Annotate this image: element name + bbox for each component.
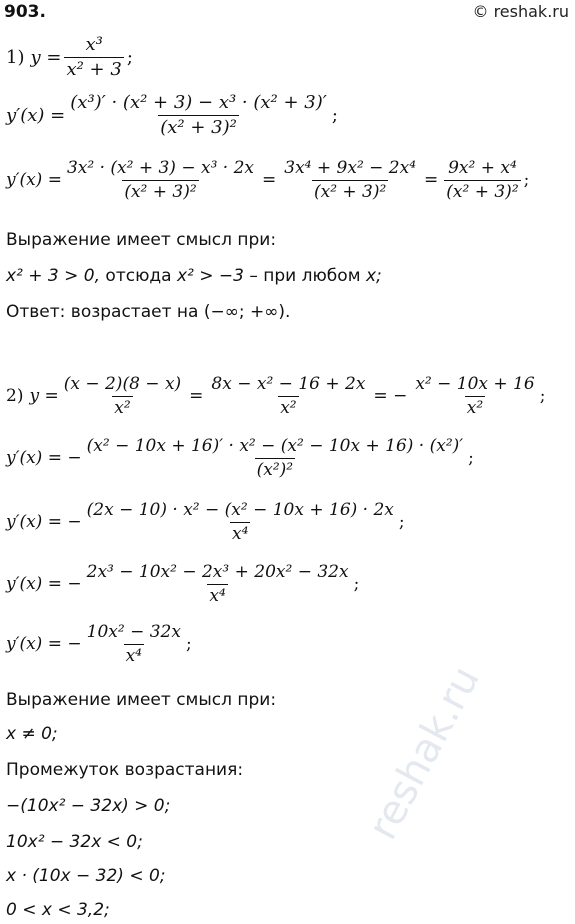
terminator: ; <box>126 46 133 68</box>
denominator: x² <box>114 398 131 418</box>
fraction <box>413 376 536 417</box>
lhs: y′(x) = − <box>6 634 82 654</box>
lhs: y′(x) = <box>6 104 66 126</box>
inequality: x² + 3 > 0, <box>6 266 101 286</box>
denominator: x² <box>466 398 484 418</box>
fraction <box>85 564 351 605</box>
numerator: (x³)′ · (x² + 3) − x³ · (x² + 3)′ <box>70 92 327 113</box>
p2-line3 <box>6 502 405 543</box>
p2-line4 <box>6 564 359 605</box>
p1-answer <box>6 302 290 322</box>
equals-sign: = <box>424 170 439 190</box>
p2-text5: 10x² − 32x < 0; <box>6 832 143 852</box>
denominator: (x²)² <box>256 460 294 480</box>
site-watermark-label: © reshak.ru <box>472 2 569 21</box>
inequality: x² > −3 <box>176 266 244 286</box>
conjunction: – при любом <box>243 266 366 286</box>
diagonal-watermark: reshak.ru <box>359 658 489 848</box>
terminator: ; <box>468 448 474 468</box>
terminator: ; <box>185 634 192 654</box>
problem-number: 903. <box>4 2 46 22</box>
lhs: y′(x) = − <box>6 574 82 594</box>
p2-line1 <box>6 376 545 417</box>
denominator: x⁴ <box>125 646 142 666</box>
terminator: ; <box>331 104 338 126</box>
p2-line5 <box>6 624 192 665</box>
p2-text2: x ≠ 0; <box>6 724 58 744</box>
fraction <box>85 502 396 543</box>
lhs: y = <box>29 386 59 406</box>
numerator: 3x⁴ + 9x² − 2x⁴ <box>284 158 417 178</box>
fraction <box>62 376 183 417</box>
numerator: 2x³ − 10x² − 2x³ + 20x² − 32x <box>86 562 349 582</box>
p2-line2 <box>6 438 474 479</box>
numerator: x² − 10x + 16 <box>415 374 535 394</box>
equals-sign: = <box>189 386 204 406</box>
part-label: 1) <box>6 46 25 68</box>
p2-text7: 0 < x < 3,2; <box>6 900 110 920</box>
numerator: 9x² + x⁴ <box>448 158 517 178</box>
numerator: (2x − 10) · x² − (x² − 10x + 16) · 2x <box>86 500 394 520</box>
lhs: y′(x) = <box>6 170 62 190</box>
p2-text6: x · (10x − 32) < 0; <box>6 866 166 886</box>
p1-line3 <box>6 160 529 201</box>
answer-interval: (−∞; +∞). <box>203 302 291 322</box>
variable: x; <box>365 266 382 286</box>
conjunction: отсюда <box>100 266 177 286</box>
terminator: ; <box>353 574 360 594</box>
p1-line1 <box>6 36 133 79</box>
p1-text2 <box>6 266 382 286</box>
equals-sign: = <box>262 170 277 190</box>
fraction <box>444 160 520 201</box>
fraction <box>85 438 466 479</box>
lhs: y′(x) = − <box>6 512 82 532</box>
denominator: (x² + 3)² <box>446 182 519 202</box>
fraction <box>282 160 418 201</box>
fraction <box>85 624 183 665</box>
numerator: 10x² − 32x <box>86 622 181 642</box>
p2-text4: −(10x² − 32x) > 0; <box>6 796 171 816</box>
fraction <box>68 94 329 137</box>
p2-text3: Промежуток возрастания: <box>6 760 244 780</box>
denominator: (x² + 3)² <box>124 182 197 202</box>
header <box>4 2 569 24</box>
answer-label: Ответ: возрастает на <box>6 302 204 322</box>
p1-line2 <box>6 94 338 137</box>
denominator: x² + 3 <box>66 59 122 80</box>
denominator: x⁴ <box>209 586 226 606</box>
terminator: ; <box>398 512 405 532</box>
equals-minus: = − <box>373 386 408 406</box>
denominator: (x² + 3)² <box>160 117 237 138</box>
denominator: (x² + 3)² <box>313 182 387 202</box>
lhs: y′(x) = − <box>6 448 82 468</box>
part-label: 2) <box>6 386 24 406</box>
numerator: (x − 2)(8 − x) <box>63 374 182 394</box>
fraction <box>65 160 256 201</box>
numerator: 8x − x² − 16 + 2x <box>211 374 366 394</box>
terminator: ; <box>523 170 530 190</box>
terminator: ; <box>539 386 546 406</box>
fraction <box>64 36 123 79</box>
numerator: 3x² · (x² + 3) − x³ · 2x <box>66 158 255 178</box>
p2-text1: Выражение имеет смысл при: <box>6 690 277 710</box>
fraction <box>209 376 367 417</box>
denominator: x² <box>280 398 297 418</box>
numerator: x³ <box>85 34 103 55</box>
p1-text1: Выражение имеет смысл при: <box>6 230 277 250</box>
numerator: (x² − 10x + 16)′ · x² − (x² − 10x + 16) · (x²)′ <box>86 436 464 456</box>
denominator: x⁴ <box>232 524 249 544</box>
lhs: y = <box>30 46 62 68</box>
